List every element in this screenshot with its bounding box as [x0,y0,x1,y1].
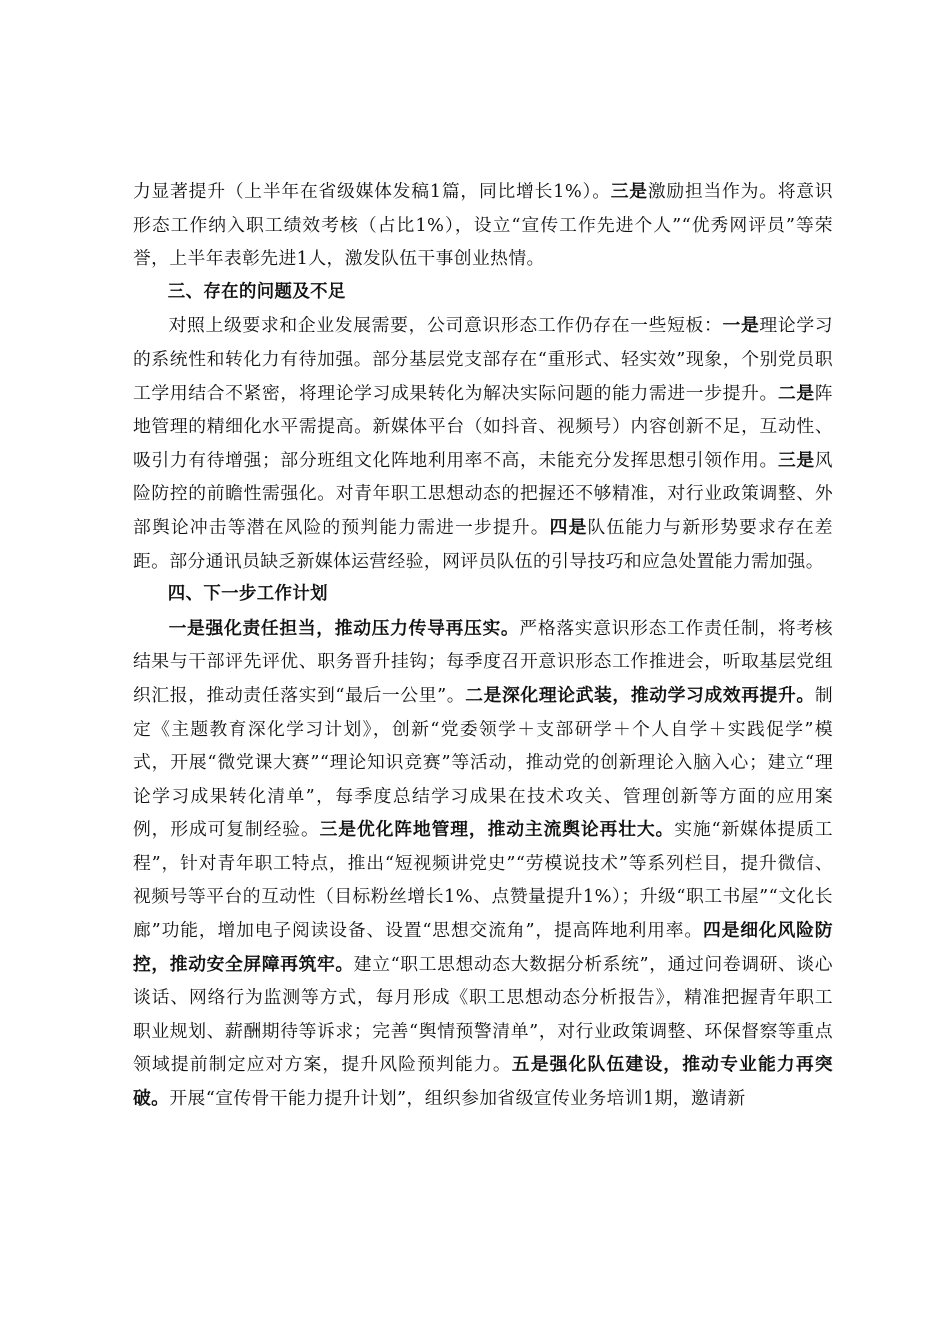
bold-run: 四是细化风险防控，推动安全屏障再筑牢。 [133,920,833,975]
text-run: 建立“职工思想动态大数据分析系统”，通过问卷调研、谈心谈话、网络行为监测等方式，每月形成《职工思想动态分析报告》，精准把握青年职工职业规划、薪酬期待等诉求；完善“舆情预警清单”，对行业政策调整、环保督察等重点领域提前制定应对方案，提升风险预判能力。 [133,953,833,1076]
text-run: 阵地管理的精细化水平需提高。新媒体平台（如抖音、视频号）内容创新不足，互动性、吸引力有待增强；部分班组文化阵地利用率不高，未能充分发挥思想引领作用。 [133,382,833,471]
bold-run: 三是 [777,449,815,471]
text-run: 严格落实意识形态工作责任制，将考核结果与干部评先评优、职务晋升挂钩；每季度召开意识形态工作推进会，听取基层党组织汇报，推动责任落实到“最后一公里”。 [133,617,833,706]
text-run: 风险防控的前瞻性需强化。对青年职工思想动态的把握还不够精准，对行业政策调整、外部舆论冲击等潜在风险的预判能力需进一步提升。 [133,449,833,538]
text-run: 实施“新媒体提质工程”，针对青年职工特点，推出“短视频讲党史”“劳模说技术”等系列栏目，提升微信、视频号等平台的互动性（目标粉丝增长1%、点赞量提升1%）；升级“职工书屋”“文化长廊”功能，增加电子阅读设备、设置“思想交流角”，提高阵地利用率。 [133,819,833,942]
document-page [133,175,833,1116]
text-run: 激励担当作为。将意识形态工作纳入职工绩效考核（占比1%），设立“宣传工作先进个人”“优秀网评员”等荣誉，上半年表彰先进1人，激发队伍干事创业热情。 [133,181,833,270]
text-run: 开展“宣传骨干能力提升计划”，组织参加省级宣传业务培训1期，邀请新 [169,1088,746,1110]
text-run: 队伍能力与新形势要求存在差距。部分通讯员缺乏新媒体运营经验，网评员队伍的引导技巧和应急处置能力需加强。 [133,516,833,572]
section-heading-problems: 三、存在的问题及不足 [167,281,346,302]
bold-run: 五是强化队伍建设，推动专业能力再突破。 [133,1054,833,1110]
paragraph-team-incentives [133,175,833,276]
bold-run: 四是 [549,516,588,538]
bold-run: 三是优化阵地管理，推动主流舆论再壮大。 [319,819,675,841]
bold-run: 二是 [777,382,815,404]
paragraph-problems [133,309,833,578]
section-heading-next-steps: 四、下一步工作计划 [167,584,328,605]
text-run: 对照上级要求和企业发展需要，公司意识形态工作仍存在一些短板： [168,315,723,337]
text-run: 理论学习的系统性和转化力有待加强。部分基层党支部存在“重形式、轻实效”现象，个别党员职工学用结合不紧密，将理论学习成果转化为解决实际问题的能力需进一步提升。 [133,315,833,404]
bold-run: 一是 [722,315,760,337]
bold-run: 一是强化责任担当，推动压力传导再压实。 [168,617,520,639]
text-run: 制定《主题教育深化学习计划》，创新“党委领学＋支部研学＋个人自学＋实践促学”模式，开展“微党课大赛”“理论知识竞赛”等活动，推动党的创新理论入脑入心；建立“理论学习成果转化清单”，每季度总结学习成果在技术攻关、管理创新等方面的应用案例，形成可复制经验。 [133,684,833,841]
bold-run: 二是深化理论武装，推动学习成效再提升。 [465,684,815,706]
bold-run: 三是 [610,181,648,202]
text-run: 力显著提升（上半年在省级媒体发稿1篇，同比增长1%）。 [133,181,611,202]
paragraph-next-steps [133,612,833,1116]
